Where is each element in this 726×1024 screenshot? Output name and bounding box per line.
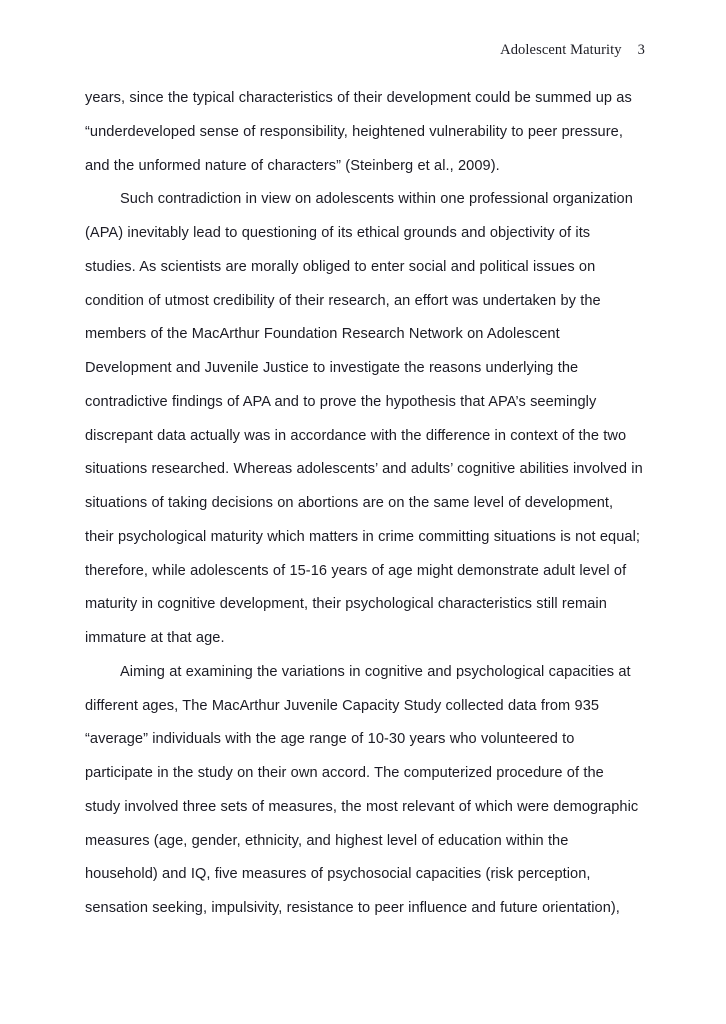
paragraph: Aiming at examining the variations in cognitive and psychological capacities at different ages, The MacArthur Juvenile Capacity Study collected data from 935 “average” individuals with the age range of 10-30 years who volunteered to participate in the study on their own accord. The computerized procedure of the study involved three sets of measures, the most relevant of which were demographic measures (age, gender, ethnicity, and highest level of education within the household) and IQ, five measures of psychosocial capacities (risk perception, sensation seeking, impulsivity, resistance to peer influence and future orientation),	[85, 663, 639, 916]
paragraph: years, since the typical characteristics of their development could be summed up as “underdeveloped sense of responsibility, heightened vulnerability to peer pressure, and the unformed nature of characters” (Steinberg et al., 2009).	[85, 90, 632, 174]
running-header-title: Adolescent Maturity	[500, 42, 622, 58]
running-header	[85, 41, 645, 59]
paragraph: Such contradiction in view on adolescents within one professional organization (APA) inevitably lead to questioning of its ethical grounds and objectivity of its studies. As scientists are morally obliged to enter social and political issues on condition of utmost credibility of their research, an effort was undertaken by the members of the MacArthur Foundation Research Network on Adolescent Development and Juvenile Justice to investigate the reasons underlying the contradictive findings of APA and to prove the hypothesis that APA’s seemingly discrepant data actually was in accordance with the difference in context of the two situations researched. Whereas adolescents’ and adults’ cognitive abilities involved in situations of taking decisions on abortions are on the same level of development, their psychological maturity which matters in crime committing situations is not equal; therefore, while adolescents of 15-16 years of age might demonstrate adult level of maturity in cognitive development, their psychological characteristics still remain immature at that age.	[85, 191, 643, 646]
document-body	[85, 82, 643, 926]
page-number: 3	[637, 42, 645, 58]
